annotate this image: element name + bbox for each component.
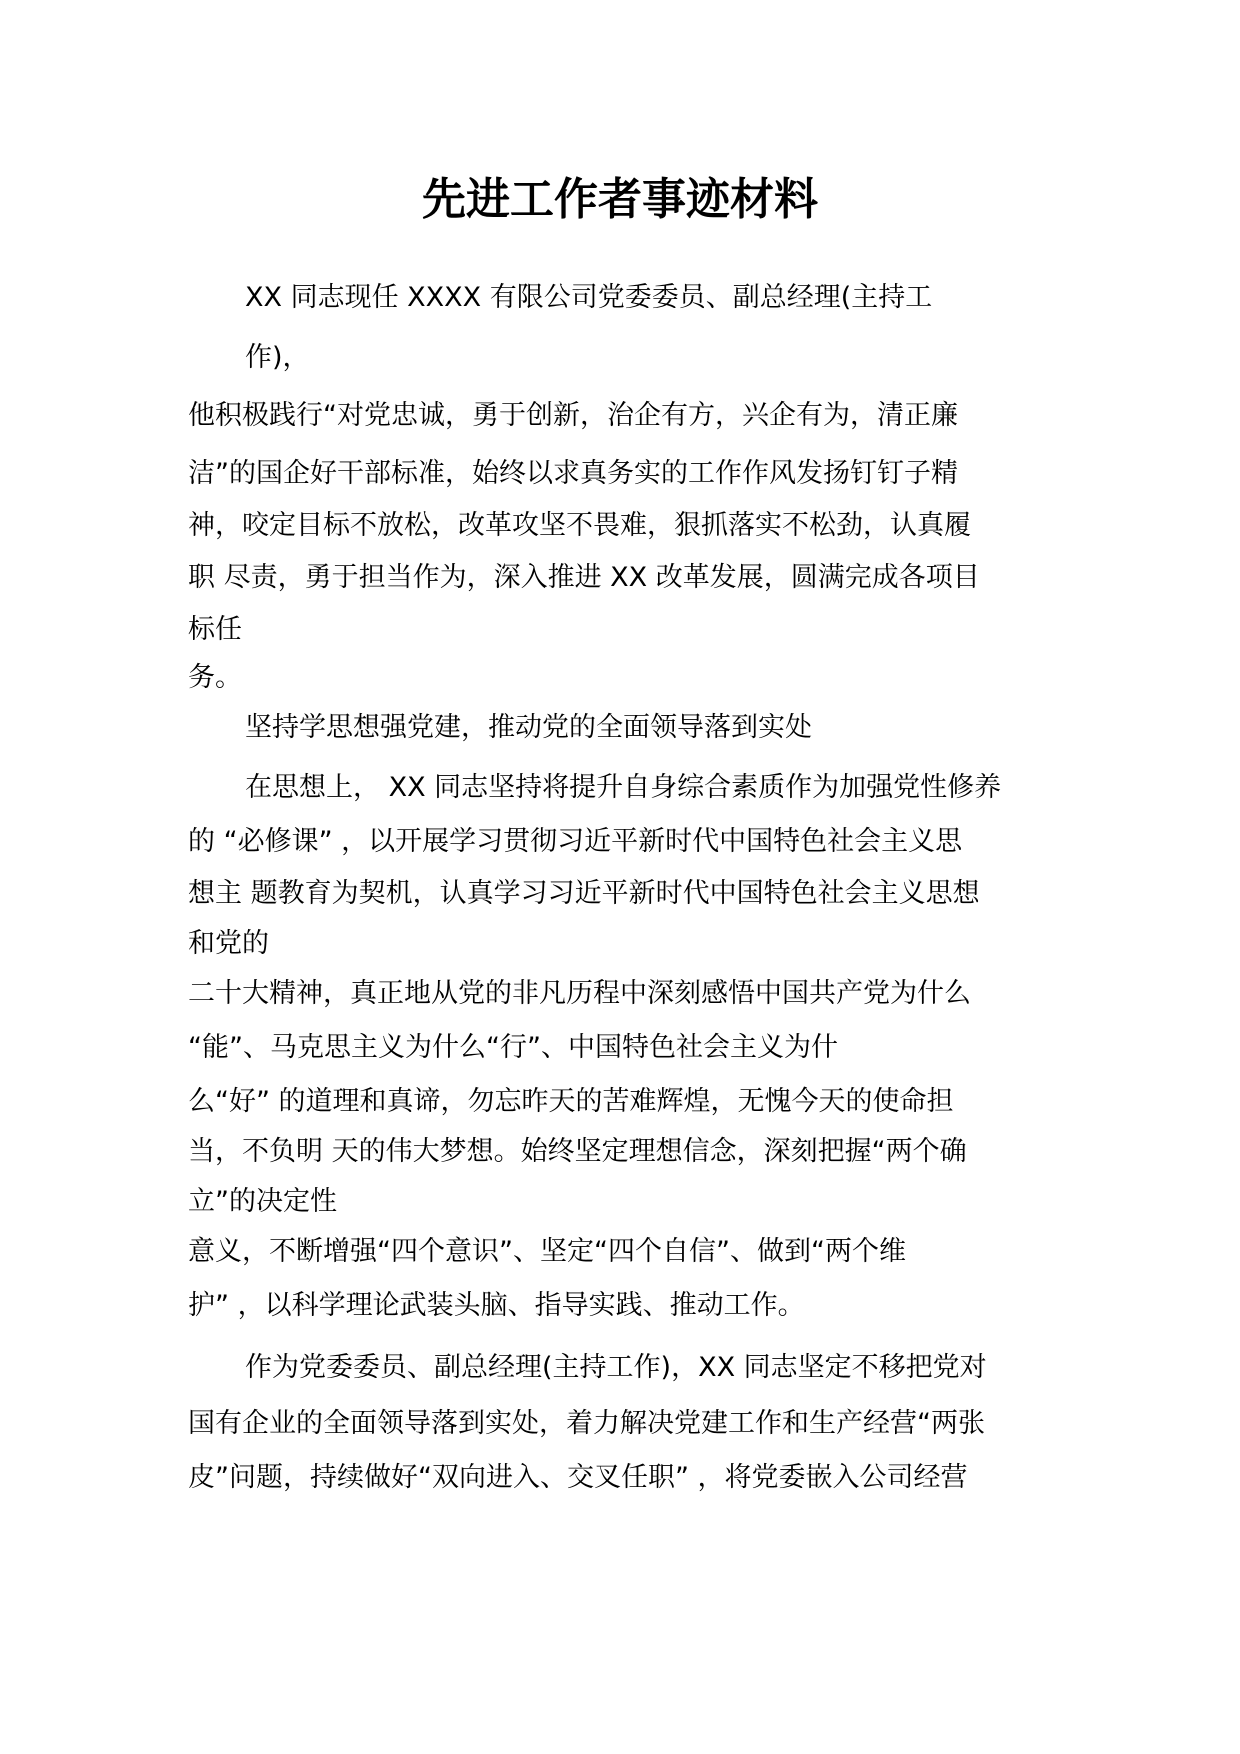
section-heading: 坚持学思想强党建，推动党的全面领导落到实处	[245, 712, 812, 743]
document-title: 先进工作者事迹材料	[422, 174, 818, 225]
text-line: 意义，不断增强“四个意识”、坚定“四个自信”、做到“两个维	[188, 1236, 906, 1267]
text-line: 护” ，以科学理论武装头脑、指导实践、推动工作。	[188, 1290, 805, 1321]
text-line: 神，咬定目标不放松，改革攻坚不畏难，狠抓落实不松劲，认真履	[188, 510, 971, 541]
text-line: 务。	[188, 662, 242, 693]
text-line: 国有企业的全面领导落到实处，着力解决党建工作和生产经营“两张	[188, 1408, 985, 1439]
text-line: 职 尽责，勇于担当作为，深入推进 XX 改革发展，圆满完成各项目	[188, 562, 980, 593]
text-line: 立”的决定性	[188, 1186, 337, 1217]
text-line: 在思想上， XX 同志坚持将提升自身综合素质作为加强党性修养	[245, 772, 1002, 803]
text-line: 他积极践行“对党忠诚，勇于创新，治企有方，兴企有为，清正廉	[188, 400, 958, 431]
text-line: “能”、马克思主义为什么“行”、中国特色社会主义为什	[188, 1032, 838, 1063]
text-line: 和党的	[188, 928, 269, 959]
text-line: 洁”的国企好干部标准，始终以求真务实的工作作风发扬钉钉子精	[188, 458, 958, 489]
text-line: 作为党委委员、副总经理(主持工作)，XX 同志坚定不移把党对	[245, 1352, 987, 1383]
text-line: 当，不负明 天的伟大梦想。始终坚定理想信念，深刻把握“两个确	[188, 1136, 967, 1167]
text-line: XX 同志现任 XXXX 有限公司党委委员、副总经理(主持工	[245, 282, 933, 313]
text-line: 二十大精神，真正地从党的非凡历程中深刻感悟中国共产党为什么	[188, 978, 971, 1009]
text-line: 想主 题教育为契机，认真学习习近平新时代中国特色社会主义思想	[188, 878, 980, 909]
text-line: 的 “必修课” ，以开展学习贯彻习近平新时代中国特色社会主义思	[188, 826, 963, 857]
text-line: 么“好” 的道理和真谛，勿忘昨天的苦难辉煌，无愧今天的使命担	[188, 1086, 954, 1117]
text-line: 皮”问题，持续做好“双向进入、交叉任职” ，将党委嵌入公司经营	[188, 1462, 968, 1493]
text-line: 标任	[188, 614, 242, 645]
text-line: 作)，	[245, 342, 310, 373]
